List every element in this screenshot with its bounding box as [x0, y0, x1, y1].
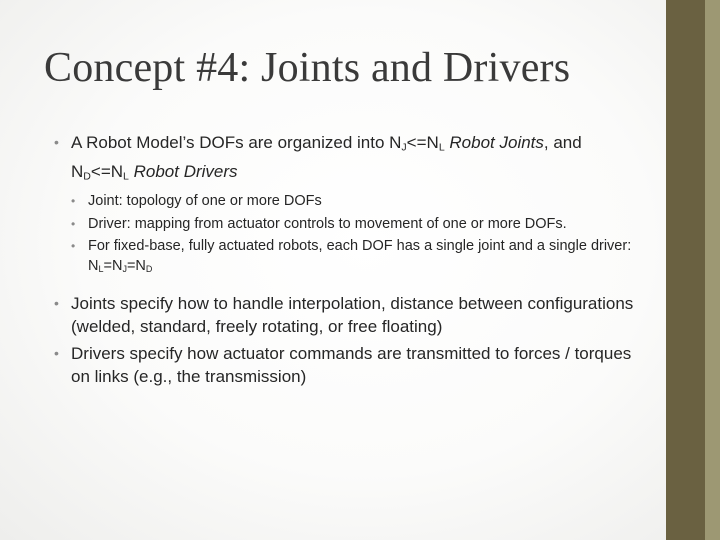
decorative-side-band-light [705, 0, 720, 540]
emphasis-robot-drivers: Robot Drivers [133, 161, 238, 181]
bullet-dofs-organization: • A Robot Model’s DOFs are organized into $N_J<=N_L$ Robot Joints, and $N_D<=N_L$ Robot Drivers [54, 133, 582, 183]
subscript: J [401, 141, 407, 154]
sub-bullet-fixed-base: • For fixed-base, fully actuated robots, each DOF has a single joint and a single driver: $N_L=N_J=N_D$ [71, 238, 632, 274]
bullet-marker: • [54, 134, 59, 150]
subscript: L [98, 263, 104, 274]
subscript: D [145, 263, 153, 274]
bullet-marker: • [71, 239, 76, 254]
subscript: J [122, 263, 127, 274]
bullet-marker: • [54, 345, 59, 362]
decorative-side-band-dark [666, 0, 705, 540]
bullet-marker: • [54, 295, 59, 312]
bullet-marker: • [71, 194, 76, 209]
bullet-drivers-specify: • Drivers specify how actuator commands are transmitted to forces / torques on links (e.g., the transmission) [54, 344, 632, 387]
subscript: L [123, 170, 129, 183]
spacer [54, 282, 644, 292]
emphasis-robot-joints: Robot Joints [449, 133, 544, 152]
sub-bullet-driver: • Driver: mapping from actuator controls to movement of one or more DOFs. [71, 215, 644, 235]
slide-title: Concept #4: Joints and Drivers [44, 45, 571, 91]
subscript: D [83, 170, 91, 183]
bullet-joints-specify: • Joints specify how to handle interpolation, distance between configurations (welded, standard, freely rotating, or free floating) [54, 294, 634, 337]
slide-body [54, 131, 644, 392]
subscript: L [438, 141, 445, 154]
bullet-marker: • [71, 216, 76, 231]
sub-bullet-joint: • Joint: topology of one or more DOFs [71, 192, 644, 212]
